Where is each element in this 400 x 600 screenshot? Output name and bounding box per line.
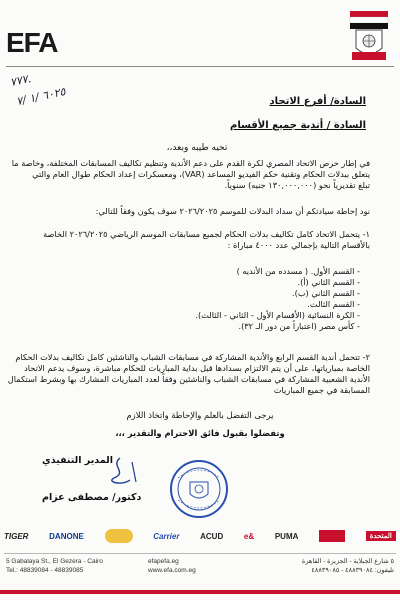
list-item: - القسم الثاني (ب). [292, 288, 360, 298]
efa-logo: EFA [6, 27, 58, 58]
addressee-branches: السادة/ أفرع الاتحاد [269, 96, 366, 107]
sponsor-logo [105, 529, 133, 543]
intro-line: في إطار حرص الاتحاد المصري لكرة القدم على دعم الأندية وتنظيم تكاليف المسابقات المختلفة، وخاصة ما [11, 158, 370, 168]
sponsor-logo: ACUD [200, 531, 224, 541]
closing-line: يرجى التفضل بالعلم والإحاطة واتخاذ اللازم [126, 410, 274, 420]
footer-address-ar: ٥ شارع الجبلاية - الجزيرة - القاهرة تليفون: ٤٨٨٣٩٠٨٤ - ٤٨٨٣٩٠٨٥ [301, 558, 394, 574]
intro-line: يتعلق ببدلات الحكام وتقنية حكم الفيديو المساعد (VAR)، ومعسكرات إعداد الحكام طوال العام والتي [32, 169, 370, 179]
point-one-line: بالأقسام التالية بإجمالي عدد ٤٠٠٠ مباراة : [227, 240, 370, 250]
point-one-line: ١- يتحمل الاتحاد كامل تكاليف بدلات الحكام لجميع مسابقات الموسم الرياضي ٢٠٢٦/٢٠٢٥ الخاصة [43, 229, 370, 239]
official-stamp-icon [168, 458, 230, 520]
greeting: تحيه طيبه وبعد،، [166, 143, 228, 153]
footer-divider [4, 553, 396, 554]
sponsor-logo: Carrier [153, 531, 180, 541]
sponsor-logo: المتحدة [366, 531, 396, 541]
list-item: - القسم الثاني (أ). [297, 277, 360, 287]
intro-line: تبلغ تقديرياً نحو (١٣٠,٠٠٠,٠٠٠ جنيه) سنوياً. [224, 180, 370, 190]
signatory-title: المدير التنفيذي [42, 455, 113, 466]
footer-address-en: 5 Gabalaya St., El Gezera - Cairo Tel.: 48839084 - 48839085 [6, 558, 103, 574]
competitions-list [60, 266, 360, 332]
footer-social: efapefa.eg [148, 558, 179, 565]
handwritten-date: ٦٠٢٥ /١ /٧ [15, 84, 67, 109]
list-item: - كأس مصر (اعتباراً من دور الـ ٣٢). [238, 321, 360, 331]
sponsor-logo: DANONE [49, 531, 84, 541]
point-two-line: الأندية الشعبية المشاركة في مسابقات الشباب والناشئين وفقاً لعدد المباريات المشارك بها وبشرط استكمال [7, 374, 370, 384]
point-two-line: الخاصة بمبارياتها، على أن يتم الالتزام بسدادها قبل بداية المباريات للحكام مباشرة، وسوف يدعم الاتحاد [24, 363, 370, 373]
handwritten-reference-number: ٧٧٧. [8, 71, 33, 90]
signatory-name: دكتور/ مصطفى عزام [42, 492, 142, 503]
sponsor-logo: TIGER [4, 531, 29, 541]
closing-line: وتفضلوا بقبول فائق الاحترام والتقدير ،،، [115, 428, 285, 438]
point-two-line: المسابقة في جميع المباريات [273, 385, 370, 395]
addressee-clubs: السادة / أندية جميع الأقسام [229, 120, 366, 131]
footer-web [148, 557, 196, 575]
list-item: - الكرة النسائية (الأقسام الأول - الثاني - الثالث). [195, 310, 360, 320]
point-two-line: ٢- تتحمل أندية القسم الرابع والأندية المشاركة في مسابقات الشباب والناشئين كامل تكاليف بدلات الحكام [15, 352, 370, 362]
season-notice: نود إحاطة سيادتكم أن سداد البدلات للموسم ٢٠٢٦/٢٠٢٥ سوف يكون وفقاً للتالي: [95, 206, 370, 216]
header-divider [6, 66, 394, 67]
sponsor-logos-row [4, 523, 396, 549]
list-item: - القسم الأول. ( مسدده من الأنديه ) [236, 266, 360, 276]
egyptian-fa-crest-icon [346, 8, 392, 64]
sponsor-logo: e& [243, 531, 255, 541]
sponsor-logo [319, 530, 345, 542]
list-item: - القسم الثالث. [307, 299, 360, 309]
sponsor-logo: PUMA [274, 531, 299, 541]
footer-website-link[interactable]: www.efa.com.eg [148, 567, 196, 574]
handwritten-signature-icon [50, 452, 140, 490]
footer-decorative-dots [0, 588, 400, 596]
